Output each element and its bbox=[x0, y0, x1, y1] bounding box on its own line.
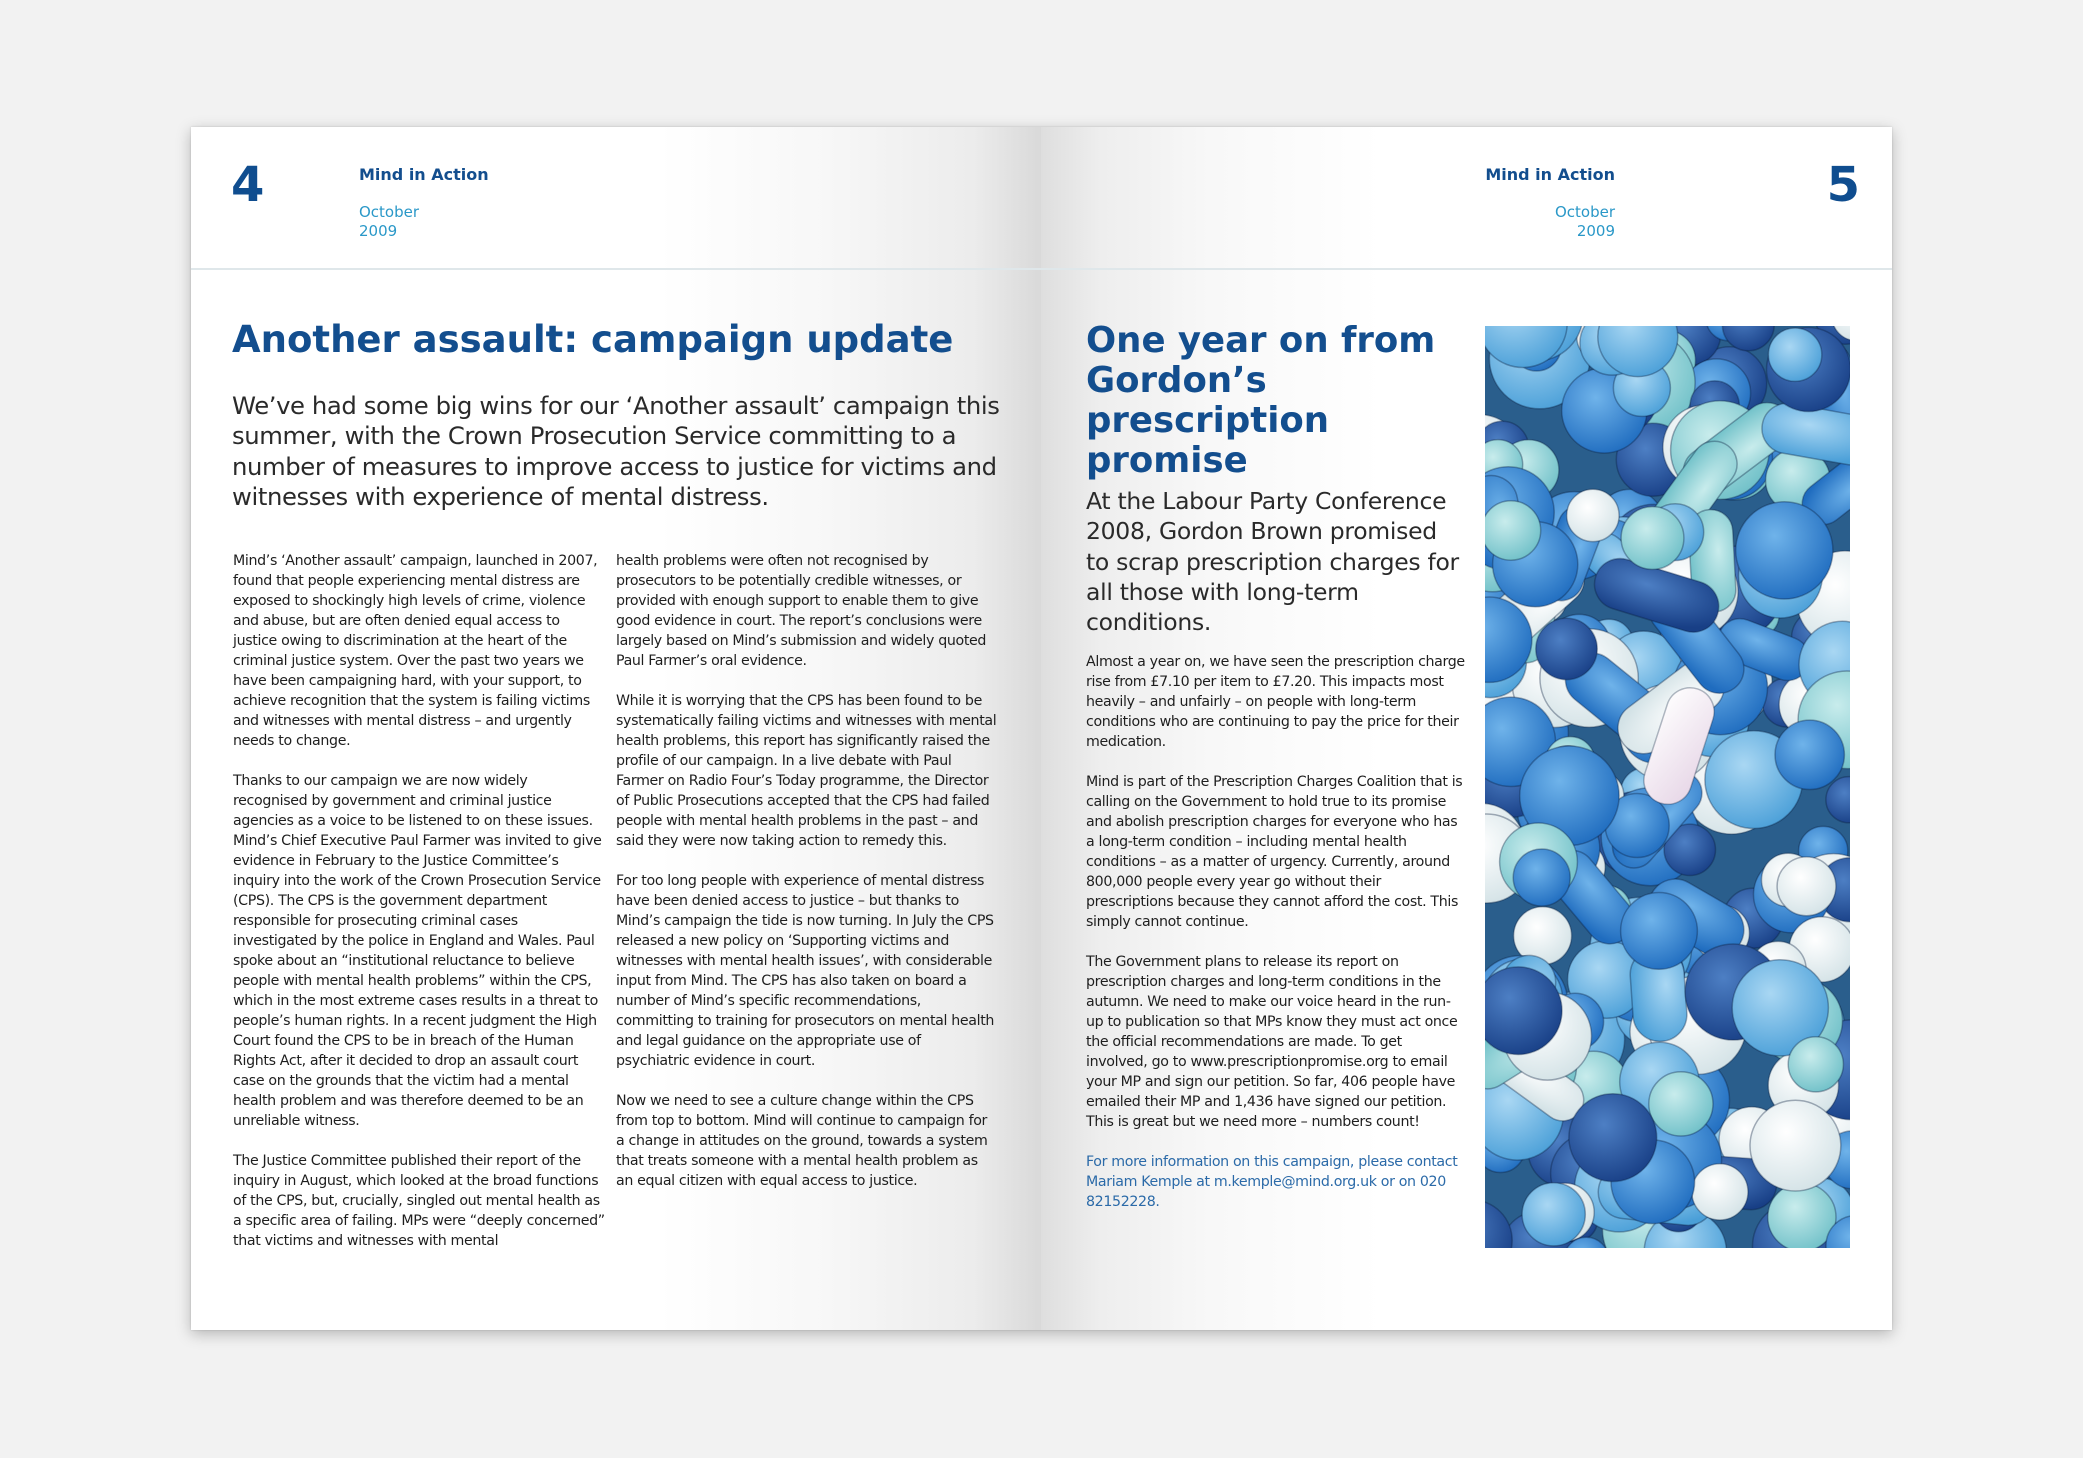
pill-tablet bbox=[1768, 1183, 1836, 1248]
magazine-name: Mind in Action bbox=[1485, 165, 1615, 184]
magazine-name: Mind in Action bbox=[359, 165, 489, 184]
paragraph: health problems were often not recognised by prosecutors to be potentially credible witnesses, or provided with enough support to enable them to give good evidence in court. The report’s conclusions were largely based on Mind’s submission and widely quoted Paul Farmer’s oral evidence. bbox=[616, 553, 987, 669]
paragraph: The Government plans to release its report on prescription charges and long-term conditions in the autumn. We need to make our voice heard in the run-up to publication so that MPs know they must act once the official recommendations are made. To get involved, go to www.prescriptionpromise.org to email your MP and sign our petition. So far, 406 people have emailed their MP and 1,436 have signed our petition. This is great but we need more – numbers count! bbox=[1086, 954, 1458, 1130]
article-title: Another assault: campaign update bbox=[232, 318, 954, 361]
page-number: 4 bbox=[231, 157, 265, 213]
pill-tablet bbox=[1621, 893, 1698, 970]
issue-year: 2009 bbox=[1576, 222, 1615, 240]
header-rule bbox=[1041, 268, 1892, 270]
paragraph: Mind is part of the Prescription Charges Coalition that is calling on the Government to hold true to its promise and abolish prescription charges for everyone who has a long-term condition – including mental health conditions – as a matter of urgency. Currently, around 800,000 people every year go without their prescriptions because they cannot afford the cost. This simply cannot continue. bbox=[1086, 774, 1463, 930]
paragraph: The Justice Committee published their report of the inquiry in August, which looked at the broad functions of the CPS, but, crucially, singled out mental health as a specific area of failing. MPs were “deeply concerned” that victims and witnesses with mental bbox=[233, 1153, 605, 1249]
pill-tablet bbox=[1513, 849, 1570, 906]
paragraph: Almost a year on, we have seen the prescription charge rise from £7.10 per item to £7.20. This impacts most heavily – and unfairly – on people with long-term conditions who are continuing to pay the price for their medication. bbox=[1086, 654, 1465, 750]
issue-month: October bbox=[1554, 203, 1615, 221]
pill-tablet bbox=[1768, 328, 1821, 381]
issue-month: October bbox=[359, 203, 420, 221]
pill-tablet bbox=[1775, 720, 1844, 789]
pill-tablet bbox=[1485, 967, 1562, 1055]
pill-tablet bbox=[1649, 1072, 1713, 1136]
magazine-spread bbox=[191, 127, 1892, 1330]
page-number: 5 bbox=[1826, 157, 1860, 213]
body-column bbox=[1086, 652, 1466, 1232]
pill-tablet bbox=[1736, 502, 1833, 599]
pill-tablet bbox=[1777, 857, 1836, 916]
pill-tablet bbox=[1750, 1100, 1841, 1191]
pill-tablet bbox=[1692, 1164, 1748, 1220]
pill-tablet bbox=[1485, 501, 1541, 560]
article-standfirst: We’ve had some big wins for our ‘Another assault’ campaign this summer, with the Crown Prosecution Service committing to a number of measures to improve access to justice for victims and witnesses with experience of mental distress. bbox=[232, 391, 1000, 511]
body-column-2 bbox=[616, 551, 998, 1211]
header-rule bbox=[191, 268, 1041, 270]
paragraph: Thanks to our campaign we are now widely recognised by government and criminal justice agencies as a voice to be listened to on these issues. Mind’s Chief Executive Paul Farmer was invited to give evidence in February to the Justice Committee’s inquiry into the work of the Crown Prosecution Service (CPS). The CPS is the government department responsible for prosecuting criminal cases investigated by the police in England and Wales. Paul spoke about an “institutional reluctance to believe people with mental health problems” within the CPS, which in the most extreme cases results in a threat to people’s human rights. In a recent judgment the High Court found the CPS to be in breach of the Human Rights Act, after it decided to drop an assault court case on the grounds that the victim had a mental health problem and was therefore deemed to be an unreliable witness. bbox=[233, 773, 602, 1129]
pill-tablet bbox=[1621, 507, 1684, 570]
issue-year: 2009 bbox=[359, 222, 398, 240]
pills-photo bbox=[1485, 326, 1850, 1248]
body-column-1 bbox=[233, 551, 605, 1271]
pill-tablet bbox=[1522, 1183, 1585, 1246]
pill-tablet bbox=[1567, 489, 1619, 541]
article-standfirst: At the Labour Party Conference 2008, Gordon Brown promised to scrap prescription charges for all those with long-term conditions. bbox=[1086, 487, 1459, 637]
issue-date bbox=[1041, 203, 1615, 241]
pill-tablet bbox=[1788, 1037, 1843, 1092]
paragraph: While it is worrying that the CPS has been found to be systematically failing victims and witnesses with mental health problems, this report has significantly raised the profile of our campaign. In a live debate with Paul Farmer on Radio Four’s Today programme, the Director of Public Prosecutions accepted that the CPS had failed people with mental health problems in the past – and said they were now taking action to remedy this. bbox=[616, 693, 997, 849]
pill-tablet bbox=[1569, 1094, 1657, 1182]
paragraph: Now we need to see a culture change within the CPS from top to bottom. Mind will continue to campaign for a change in attitudes on the ground, towards a system that treats someone with a mental health problem as an equal citizen with equal access to justice. bbox=[616, 1093, 988, 1189]
contact-info: For more information on this campaign, please contact Mariam Kemple at m.kemple@mind.org.uk or on 020 82152228. bbox=[1086, 1154, 1458, 1210]
paragraph: For too long people with experience of mental distress have been denied access to justice – but thanks to Mind’s campaign the tide is now turning. In July the CPS released a new policy on ‘Supporting victims and witnesses with mental health issues’, with considerable input from Mind. The CPS has also taken on board a number of Mind’s specific recommendations, committing to training for prosecutors on mental health and legal guidance on the appropriate use of psychiatric evidence in court. bbox=[616, 873, 995, 1069]
left-page bbox=[191, 127, 1041, 1330]
pill-tablet bbox=[1536, 618, 1597, 679]
article-title: One year on from Gordon’s prescription promise bbox=[1086, 320, 1436, 481]
issue-date bbox=[359, 203, 419, 241]
paragraph: Mind’s ‘Another assault’ campaign, launched in 2007, found that people experiencing mental distress are exposed to shockingly high levels of crime, violence and abuse, but are often denied equal access to justice owing to discrimination at the heart of the criminal justice system. Over the past two years we have been campaigning hard, with your support, to achieve recognition that the system is failing victims and witnesses with mental distress – and urgently needs to change. bbox=[233, 553, 598, 749]
